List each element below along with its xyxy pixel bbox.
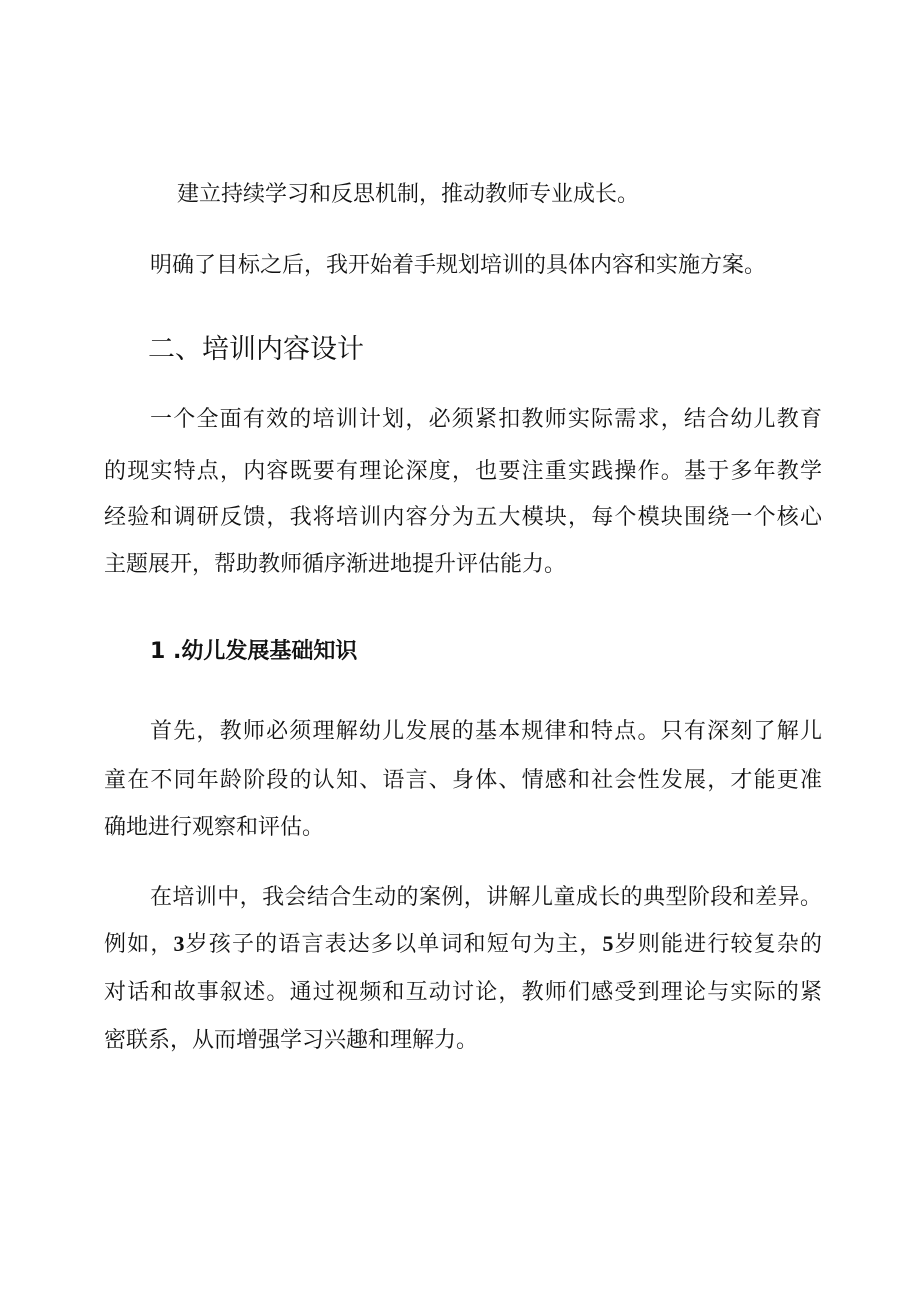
intro-line-1: 建立持续学习和反思机制，推动教师专业成长。 (177, 182, 640, 207)
intro-line-2: 明确了目标之后，我开始着手规划培训的具体内容和实施方案。 (150, 253, 767, 278)
subsection-paragraph2-line-4: 密联系，从而增强学习兴趣和理解力。 (104, 1028, 479, 1053)
subsection-paragraph1-line-3: 确地进行观察和评估。 (104, 815, 325, 840)
age-5-number: 5 (602, 931, 614, 956)
section-paragraph-line-4: 主题展开，帮助教师循序渐进地提升评估能力。 (104, 552, 567, 577)
subsection-paragraph2-line-2 (104, 929, 822, 960)
subsection-paragraph1-line-1: 首先，教师必须理解幼儿发展的基本规律和特点。只有深刻了解儿 (150, 719, 822, 744)
age-3-number: 3 (173, 931, 185, 956)
section-paragraph-line-1: 一个全面有效的培训计划，必须紧扣教师实际需求，结合幼儿教育 (150, 407, 822, 432)
line2-prefix: 例如， (104, 932, 174, 957)
subsection-paragraph1-line-2: 童在不同年龄阶段的认知、语言、身体、情感和社会性发展，才能更准 (104, 768, 822, 793)
section-paragraph-line-3: 经验和调研反馈，我将培训内容分为五大模块，每个模块围绕一个核心 (104, 505, 822, 530)
subsection-paragraph2-line-1: 在培训中，我会结合生动的案例，讲解儿童成长的典型阶段和差异。 (150, 885, 822, 910)
line2-suffix: 岁则能进行较复杂的 (613, 932, 822, 957)
subsection-heading: 1 .幼儿发展基础知识 (150, 639, 358, 664)
section-paragraph-line-2: 的现实特点，内容既要有理论深度，也要注重实践操作。基于多年教学 (104, 459, 822, 484)
section-heading: 二、培训内容设计 (148, 334, 364, 365)
subsection-paragraph2-line-3: 对话和故事叙述。通过视频和互动讨论，教师们感受到理论与实际的紧 (104, 980, 822, 1005)
line2-middle: 岁孩子的语言表达多以单词和短句为主， (184, 932, 603, 957)
